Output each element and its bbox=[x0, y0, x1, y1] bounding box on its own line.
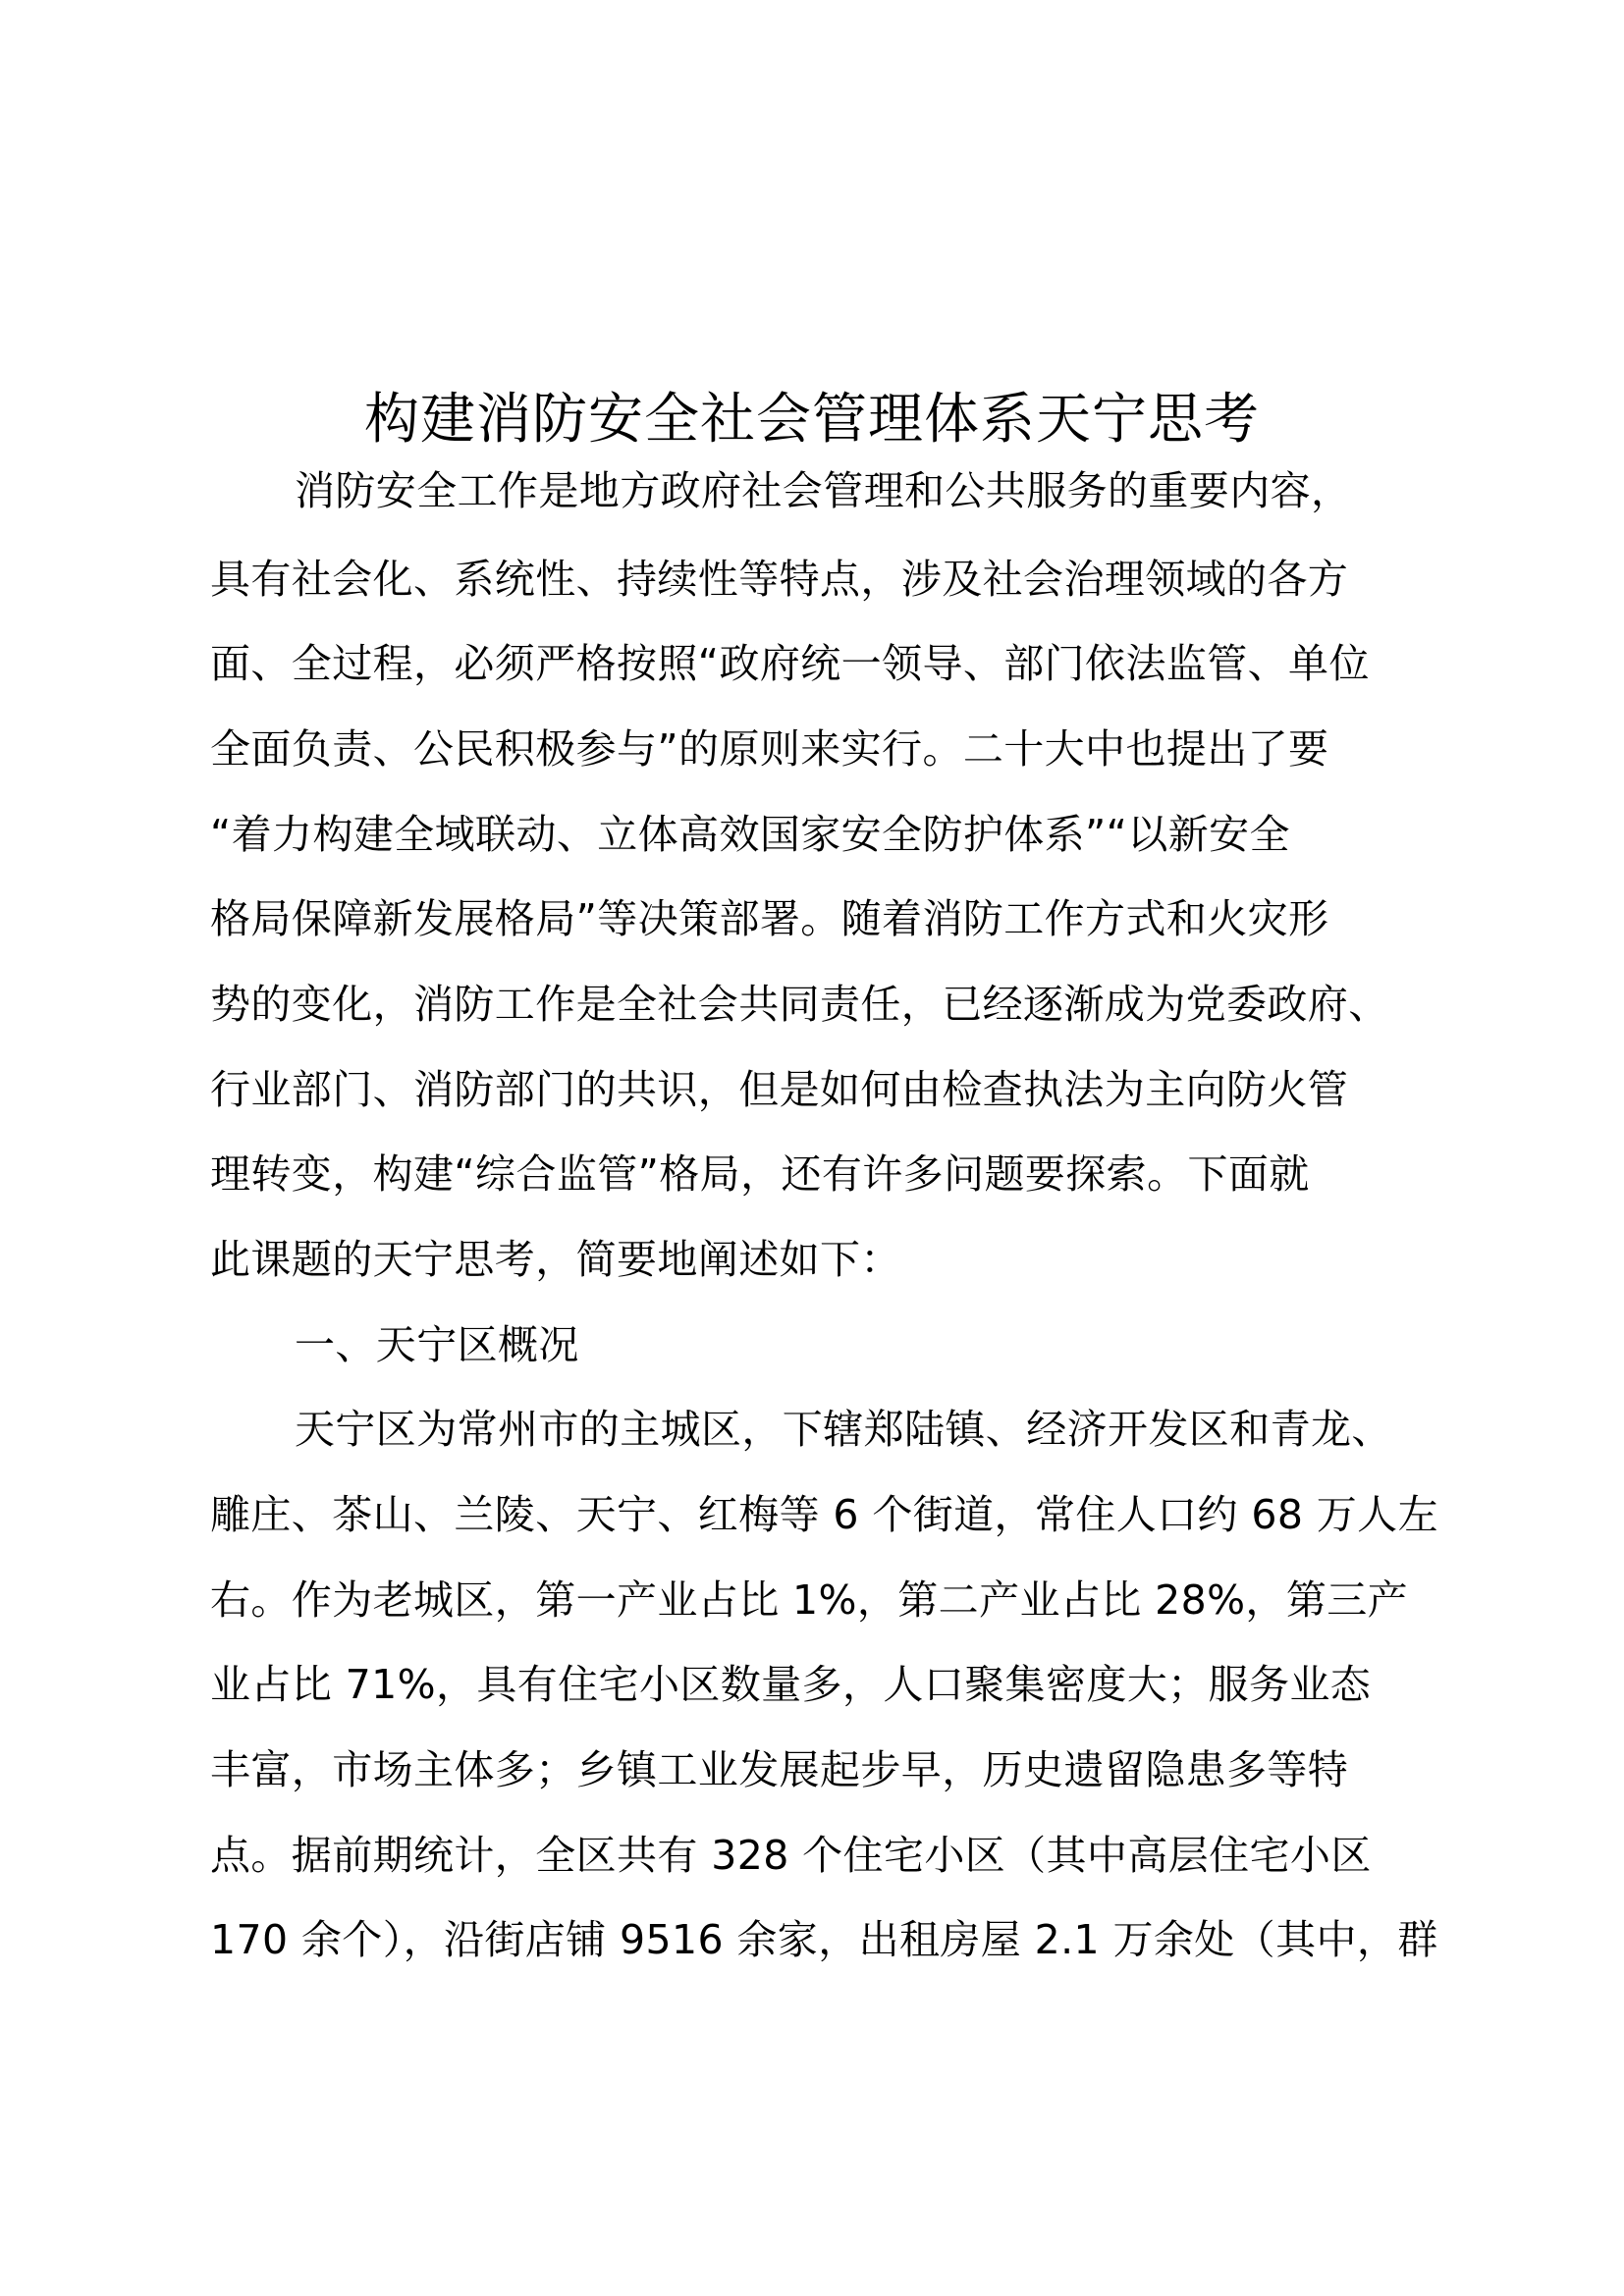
paragraph-line: “着力构建全域联动、立体高效国家安全防护体系”“以新安全 bbox=[210, 811, 1290, 858]
paragraph-line: 全面负责、公民积极参与”的原则来实行。二十大中也提出了要 bbox=[210, 725, 1329, 773]
paragraph-line: 势的变化，消防工作是全社会共同责任，已经逐渐成为党委政府、 bbox=[210, 981, 1389, 1028]
paragraph-line: 理转变，构建“综合监管”格局，还有许多问题要探索。下面就 bbox=[210, 1150, 1310, 1198]
paragraph-line: 具有社会化、系统性、持续性等特点，涉及社会治理领域的各方 bbox=[210, 556, 1349, 603]
section-heading: 一、天宁区概况 bbox=[295, 1321, 579, 1368]
paragraph-line: 业占比 71%，具有住宅小区数量多，人口聚集密度大；服务业态 bbox=[210, 1661, 1372, 1708]
paragraph-line: 格局保障新发展格局”等决策部署。随着消防工作方式和火灾形 bbox=[210, 895, 1329, 942]
paragraph-line: 天宁区为常州市的主城区，下辖郑陆镇、经济开发区和青龙、 bbox=[295, 1406, 1392, 1453]
paragraph-line: 170 余个），沿街店铺 9516 余家，出租房屋 2.1 万余处（其中，群 bbox=[210, 1916, 1438, 1963]
paragraph-line: 此课题的天宁思考，简要地阐述如下： bbox=[210, 1236, 901, 1283]
paragraph-line: 右。作为老城区，第一产业占比 1%，第二产业占比 28%，第三产 bbox=[210, 1576, 1409, 1624]
paragraph-line: 消防安全工作是地方政府社会管理和公共服务的重要内容， bbox=[295, 467, 1352, 514]
paragraph-line: 点。据前期统计，全区共有 328 个住宅小区（其中高层住宅小区 bbox=[210, 1832, 1372, 1879]
paragraph-line: 丰富，市场主体多；乡镇工业发展起步早，历史遗留隐患多等特 bbox=[210, 1746, 1349, 1793]
paragraph-line: 行业部门、消防部门的共识，但是如何由检查执法为主向防火管 bbox=[210, 1066, 1349, 1113]
document-title: 构建消防安全社会管理体系天宁思考 bbox=[364, 387, 1260, 452]
paragraph-line: 面、全过程，必须严格按照“政府统一领导、部门依法监管、单位 bbox=[210, 640, 1370, 687]
paragraph-line: 雕庄、茶山、兰陵、天宁、红梅等 6 个街道，常住人口约 68 万人左 bbox=[210, 1491, 1438, 1538]
